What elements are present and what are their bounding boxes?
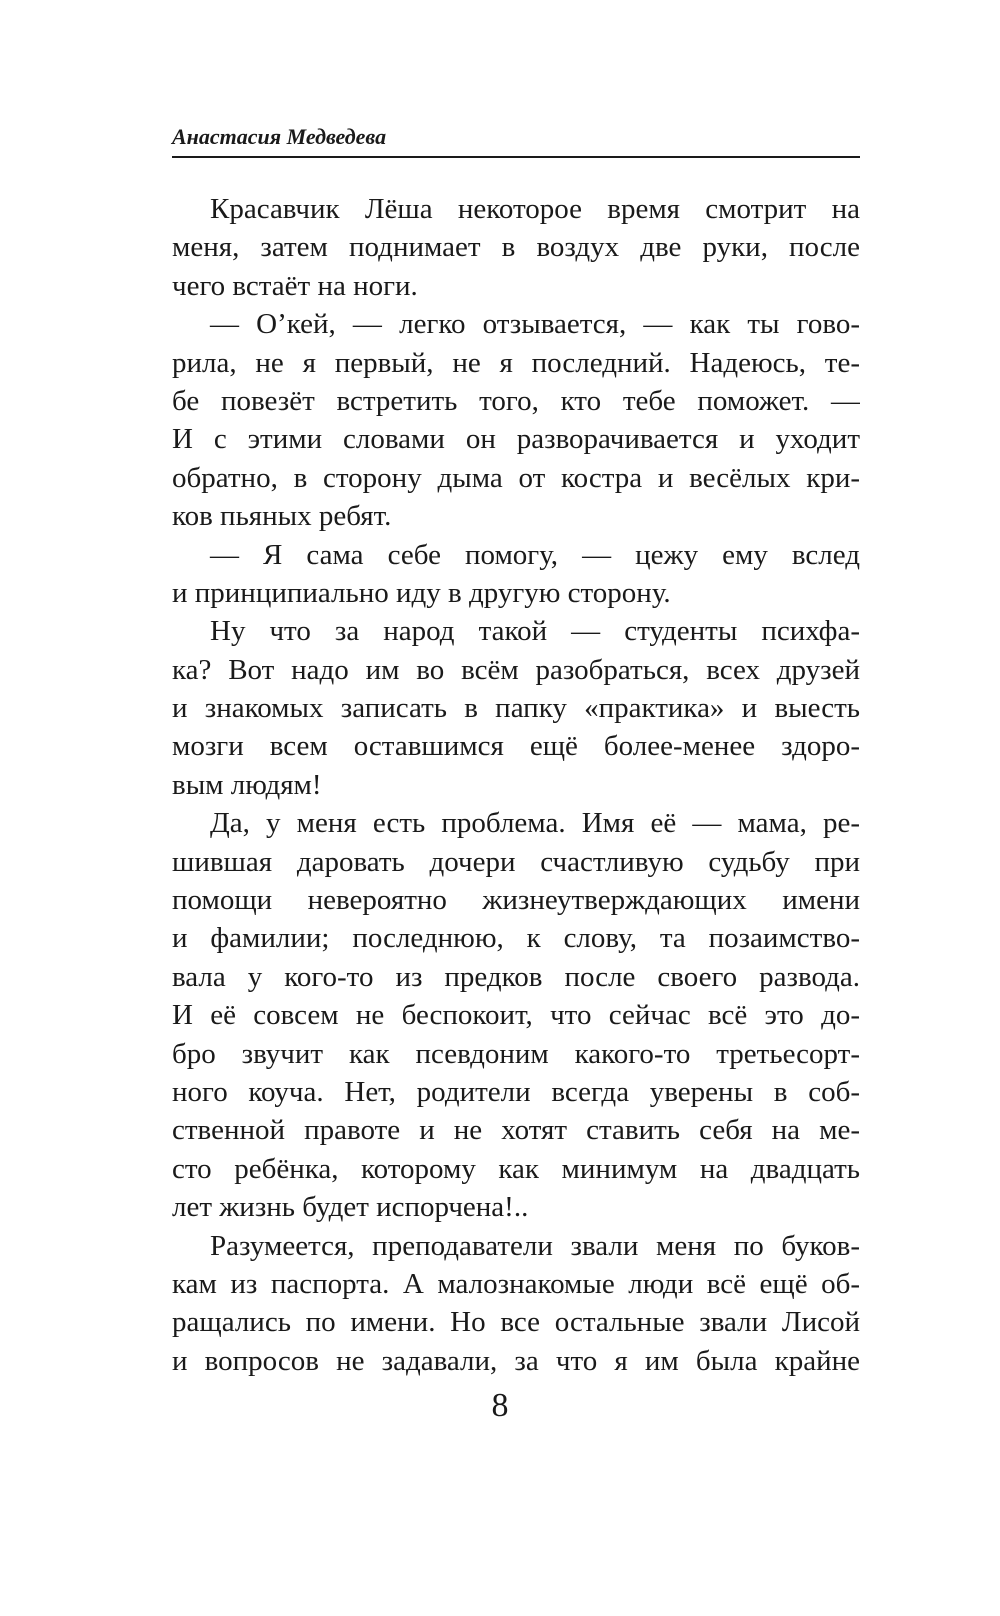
text-line: ращались по имени. Но все остальные звали Лисой [172, 1306, 860, 1339]
body-text [172, 190, 860, 1380]
text-line: ков пьяных ребят. [172, 500, 392, 533]
text-line: Разумеется, преподаватели звали меня по буков- [210, 1229, 860, 1262]
text-line: и фамилии; последнюю, к слову, та позаимство- [172, 922, 860, 955]
page-number: 8 [491, 1387, 509, 1424]
text-line: шившая даровать дочери счастливую судьбу при [172, 845, 860, 878]
running-header [172, 122, 860, 158]
text-line: бро звучит как псевдоним какого-то третьесорт- [172, 1037, 860, 1070]
text-line: бе повезёт встретить того, кто тебе поможет. — [172, 384, 860, 417]
text-line: Красавчик Лёша некоторое время смотрит на [210, 193, 860, 225]
author-name: Анастасия Медведева [172, 124, 387, 149]
text-line: И с этими словами он разворачивается и уходит [172, 423, 860, 456]
text-line: Ну что за народ такой — студенты психфа- [210, 615, 860, 648]
text-line: и вопросов не задавали, за что я им была крайне [172, 1344, 860, 1377]
text-line: ного коуча. Нет, родители всегда уверены в соб- [172, 1075, 860, 1108]
text-line: обратно, в сторону дыма от костра и весёлых кри- [172, 461, 860, 494]
text-line: Да, у меня есть проблема. Имя её — мама, ре- [210, 807, 860, 840]
text-line: И её совсем не беспокоит, что сейчас всё это до- [172, 999, 860, 1032]
text-line: рила, не я первый, не я последний. Надеюсь, те- [172, 346, 860, 379]
text-line: кам из паспорта. А малознакомые люди всё ещё об- [172, 1267, 860, 1300]
text-line: — Я сама себе помогу, — цежу ему вслед [210, 538, 860, 571]
text-line: ка? Вот надо им во всём разобраться, всех друзей [172, 653, 860, 686]
text-line: помощи невероятно жизнеутверждающих имени [172, 884, 860, 917]
text-line: вым людям! [172, 768, 322, 801]
text-line: ственной правоте и не хотят ставить себя на ме- [172, 1114, 860, 1147]
text-line: вала у кого-то из предков после своего развода. [172, 960, 860, 993]
text-line: лет жизнь будет испорчена!.. [172, 1191, 529, 1224]
text-line: чего встаёт на ноги. [172, 269, 418, 302]
text-line: мозги всем оставшимся ещё более-менее здоро- [172, 730, 860, 763]
text-line: и знакомых записать в папку «практика» и выесть [172, 692, 860, 725]
text-line: меня, затем поднимает в воздух две руки, после [172, 231, 860, 264]
text-line: и принципиально иду в другую сторону. [172, 576, 671, 609]
text-line: — О’кей, — легко отзывается, — как ты гово- [210, 308, 860, 341]
text-line: сто ребёнка, которому как минимум на двадцать [172, 1152, 860, 1185]
